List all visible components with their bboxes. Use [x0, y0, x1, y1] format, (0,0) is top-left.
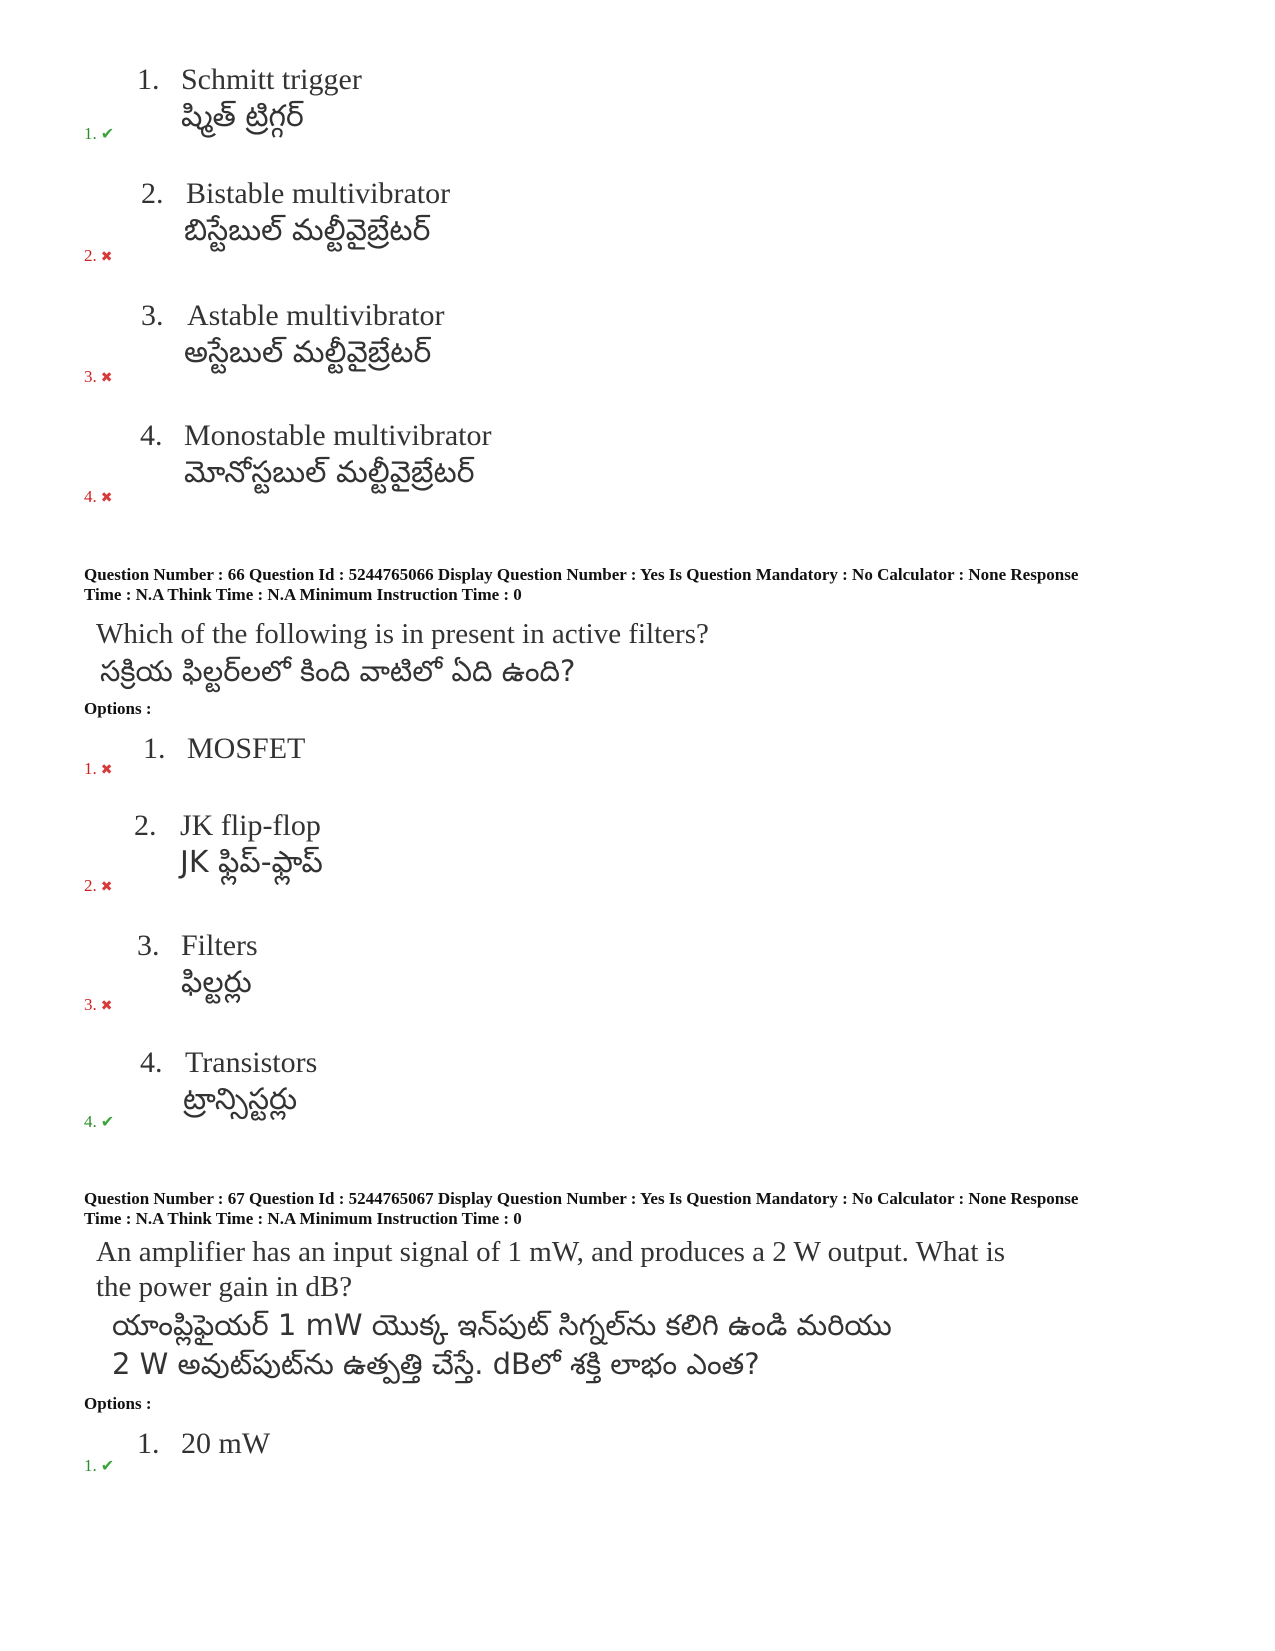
option-index: 2. — [134, 809, 157, 842]
option-text-en: 20 mW — [181, 1427, 271, 1460]
question-text-en: An amplifier has an input signal of 1 mW, and produces a 2 W output. What is — [96, 1236, 1006, 1268]
option-text-en: JK flip-flop — [180, 809, 321, 842]
meta-line: Question Number : 66 Question Id : 5244765066 Display Question Number : Yes Is Question Mandatory : No Calculator : None Response — [84, 565, 1079, 584]
question-text-te: 2 W అవుట్‌పుట్‌ను ఉత్పత్తి చేస్తే. dBలో శక్తి లాభం ఎంత? — [112, 1347, 760, 1381]
option-text-te: ష్మిత్ ట్రిగ్గర్ — [181, 99, 304, 134]
option-number: 3. — [84, 995, 97, 1014]
option-number: 2. — [84, 876, 97, 895]
options-label: Options : — [84, 1394, 152, 1413]
option-marker — [84, 487, 112, 508]
cross-icon: ✖ — [100, 490, 113, 506]
option-number: 3. — [84, 367, 97, 386]
option-text-en: Astable multivibrator — [187, 299, 445, 332]
option-index: 1. — [137, 63, 160, 96]
option-number: 1. — [84, 124, 97, 143]
option-text-te: బిస్టేబుల్ మల్టీవైబ్రేటర్ — [184, 213, 431, 248]
option-marker — [84, 1456, 114, 1476]
option-index: 2. — [141, 177, 164, 210]
meta-line: Time : N.A Think Time : N.A Minimum Instruction Time : 0 — [84, 1209, 522, 1228]
question-text-te: సక్రియ ఫిల్టర్‌లలో కింది వాటిలో ఏది ఉంది? — [100, 654, 576, 688]
option-marker — [84, 367, 112, 388]
cross-icon: ✖ — [100, 370, 113, 386]
option-index: 3. — [141, 299, 164, 332]
check-icon: ✔ — [100, 124, 115, 143]
option-marker — [84, 124, 114, 144]
options-label: Options : — [84, 699, 152, 718]
option-marker — [84, 759, 112, 780]
cross-icon: ✖ — [100, 762, 113, 778]
option-text-en: Transistors — [185, 1046, 318, 1079]
option-marker — [84, 1112, 114, 1132]
option-index: 1. — [143, 732, 166, 765]
option-number: 4. — [84, 487, 97, 506]
question-text-en: the power gain in dB? — [96, 1271, 353, 1303]
option-text-en: Monostable multivibrator — [184, 419, 492, 452]
option-text-te: JK ఫ్లిప్-ఫ్లాప్ — [180, 845, 323, 880]
option-text-en: Filters — [181, 929, 258, 962]
cross-icon: ✖ — [100, 249, 113, 265]
check-icon: ✔ — [100, 1456, 115, 1475]
option-text-en: Bistable multivibrator — [186, 177, 451, 210]
question-meta — [84, 1189, 1194, 1229]
option-text-te: మోనోస్టబుల్ మల్టీవైబ్రేటర్ — [184, 455, 475, 490]
option-index: 4. — [140, 1046, 163, 1079]
option-number: 4. — [84, 1112, 97, 1131]
question-text-te: యాంప్లిఫైయర్ 1 mW యొక్క ఇన్‌పుట్ సిగ్నల్‌ను కలిగి ఉండి మరియు — [112, 1308, 892, 1342]
cross-icon: ✖ — [100, 879, 113, 895]
cross-icon: ✖ — [100, 998, 113, 1014]
question-text-en: Which of the following is in present in active filters? — [96, 618, 709, 650]
option-text-te: ఫిల్టర్లు — [181, 965, 252, 1000]
option-index: 3. — [137, 929, 160, 962]
option-text-te: అస్టేబుల్ మల్టీవైబ్రేటర్ — [184, 335, 432, 370]
option-text-te: ట్రాన్సిస్టర్లు — [183, 1082, 298, 1117]
option-marker — [84, 246, 112, 267]
option-number: 1. — [84, 759, 97, 778]
option-marker — [84, 876, 112, 897]
option-index: 4. — [140, 419, 163, 452]
option-number: 1. — [84, 1456, 97, 1475]
option-text-en: MOSFET — [187, 732, 306, 765]
option-index: 1. — [137, 1427, 160, 1460]
question-meta — [84, 565, 1194, 605]
option-marker — [84, 995, 112, 1016]
option-number: 2. — [84, 246, 97, 265]
check-icon: ✔ — [100, 1112, 115, 1131]
option-text-en: Schmitt trigger — [181, 63, 362, 96]
meta-line: Question Number : 67 Question Id : 5244765067 Display Question Number : Yes Is Question Mandatory : No Calculator : None Response — [84, 1189, 1079, 1208]
meta-line: Time : N.A Think Time : N.A Minimum Instruction Time : 0 — [84, 585, 522, 604]
